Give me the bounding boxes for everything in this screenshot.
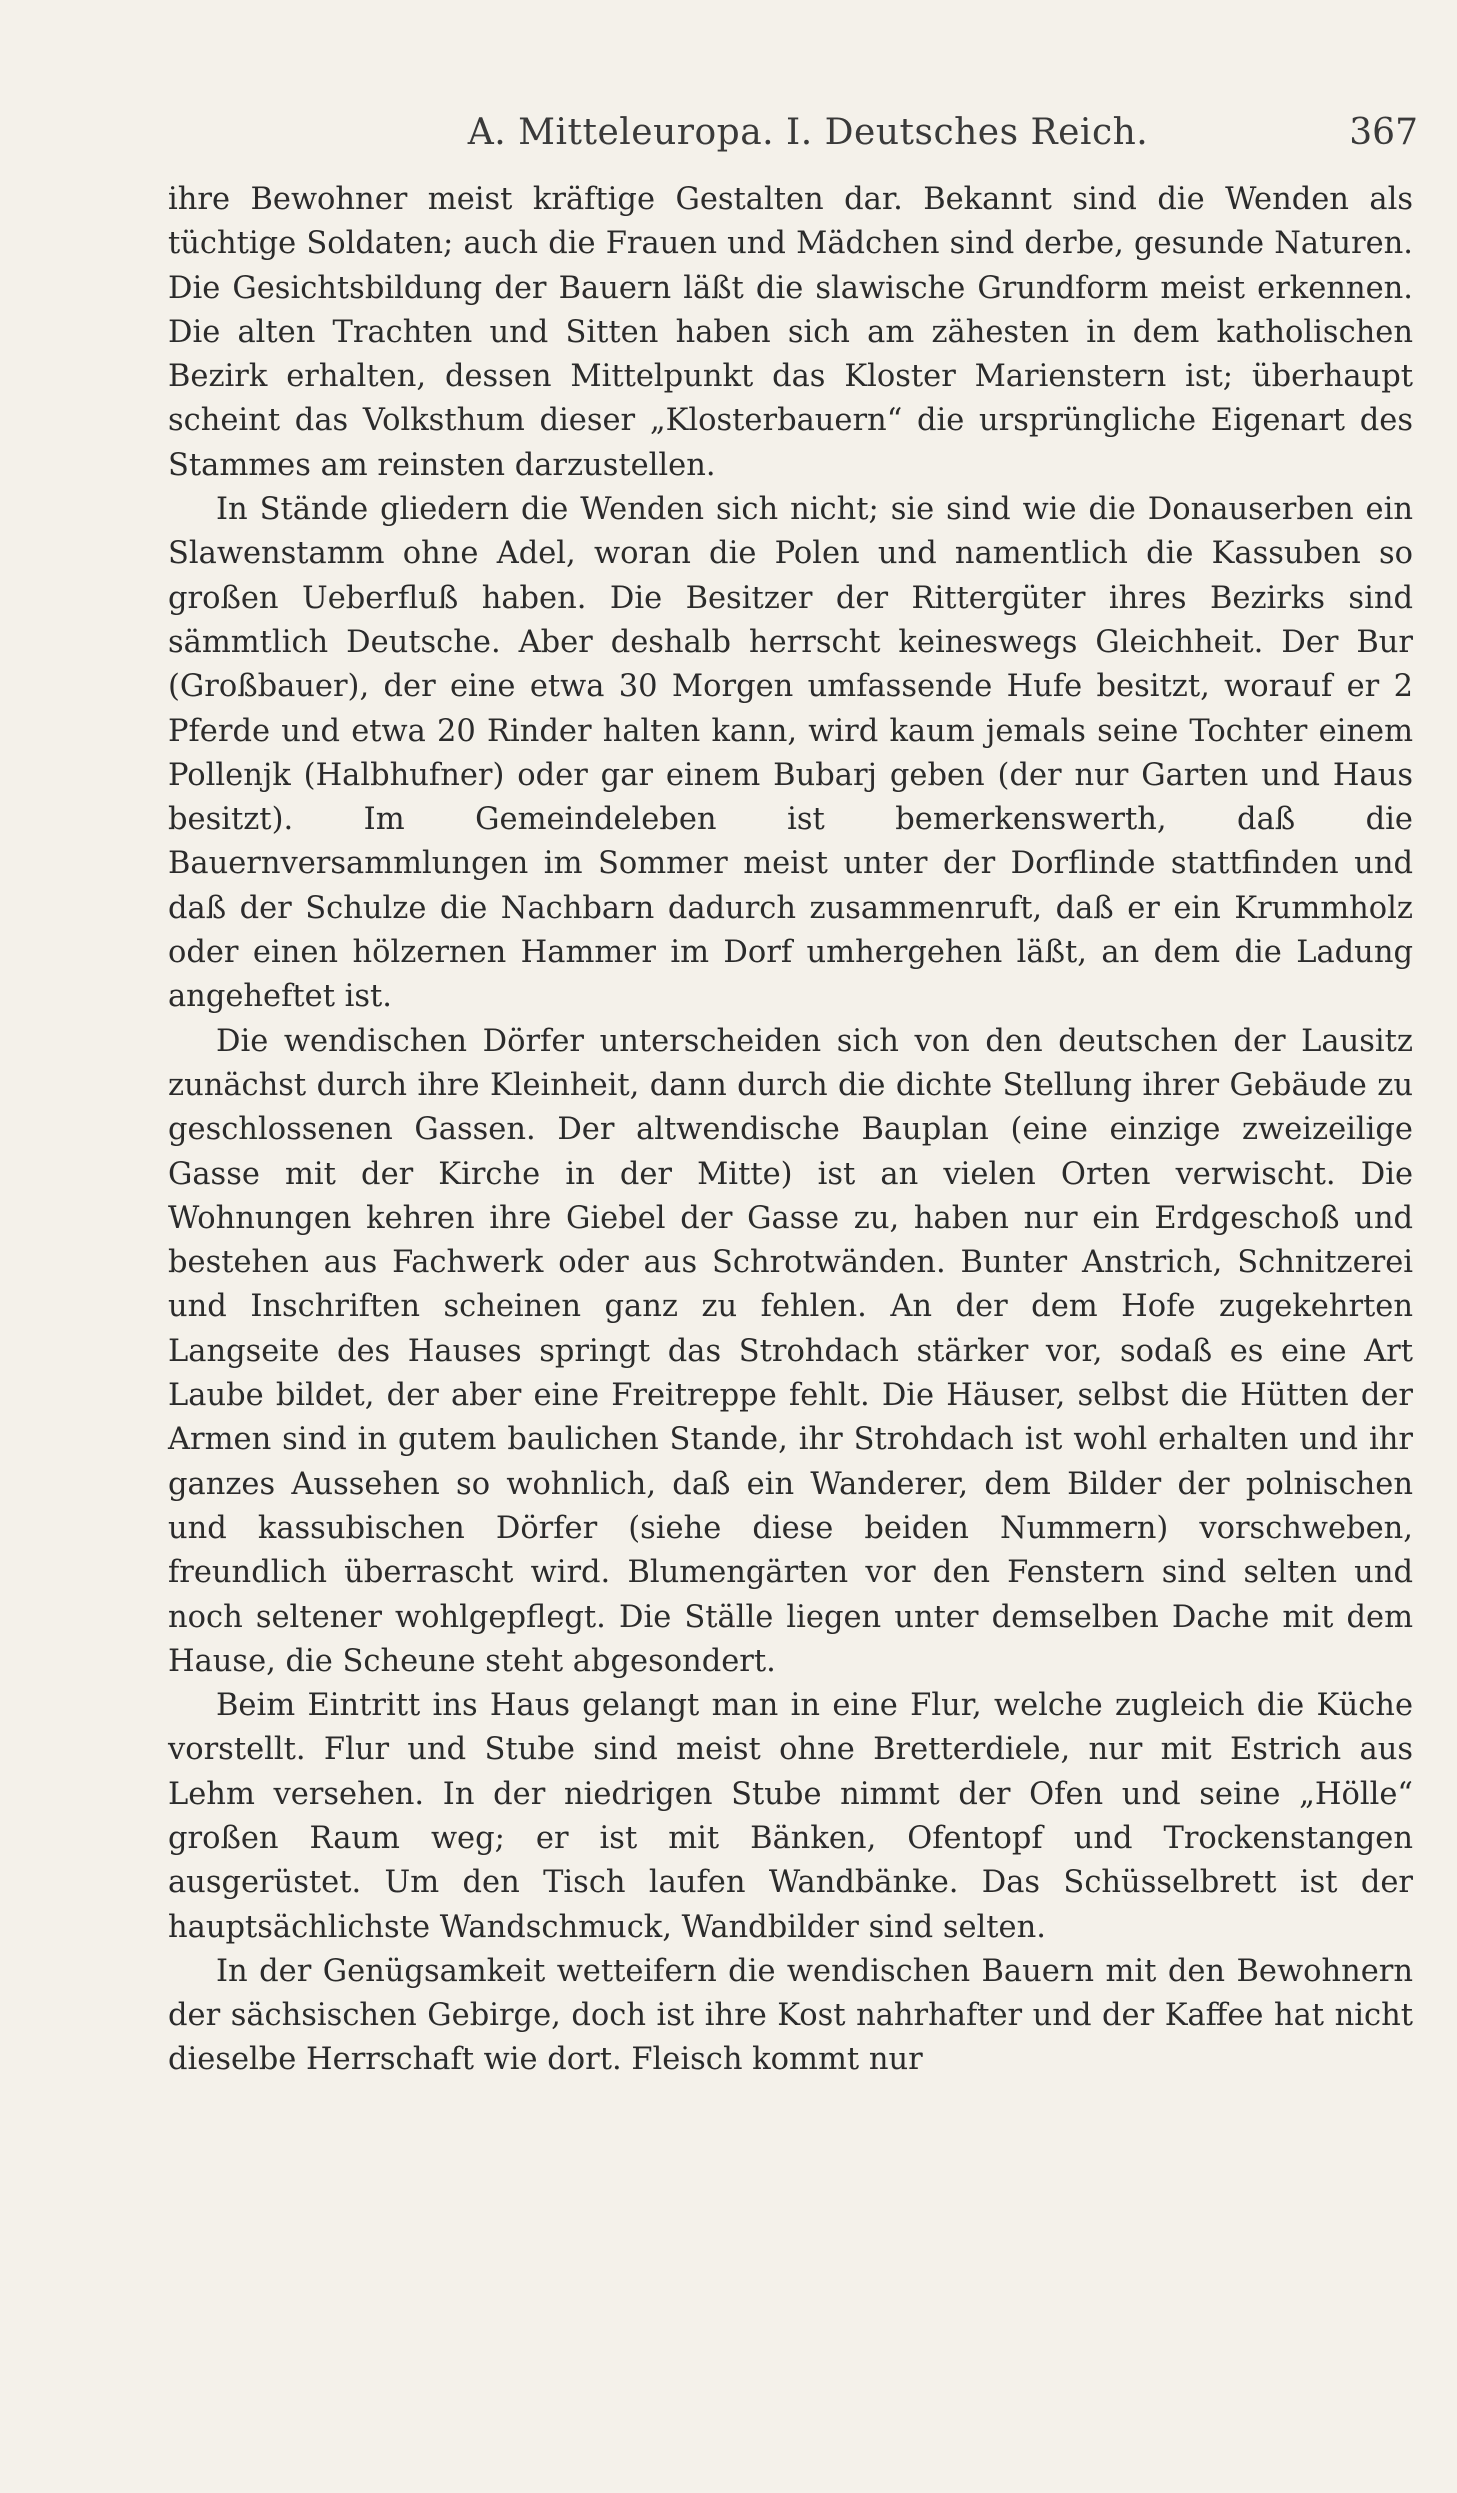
running-title: A. Mitteleuropa. I. Deutsches Reich.	[467, 112, 1149, 153]
body-text	[168, 178, 1413, 2083]
paragraph: In der Genügsamkeit wetteifern die wendischen Bauern mit den Bewohnern der sächsischen Gebirge, doch ist ihre Kost nahrhafter und der Kaffee hat nicht dieselbe Herrschaft wie dort. Fleisch kommt nur	[168, 1953, 1413, 2078]
paragraph: Die wendischen Dörfer unterscheiden sich von den deutschen der Lausitz zunächst durch ihre Kleinheit, dann durch die dichte Stellung ihrer Gebäude zu geschlossenen Gassen. Der altwendische Bauplan (eine einzige zweizeilige Gasse mit der Kirche in der Mitte) ist an vielen Orten verwischt. Die Wohnungen kehren ihre Giebel der Gasse zu, haben nur ein Erdgeschoß und bestehen aus Fachwerk oder aus Schrotwänden. Bunter Anstrich, Schnitzerei und Inschriften scheinen ganz zu fehlen. An der dem Hofe zugekehrten Langseite des Hauses springt das Strohdach stärker vor, sodaß es eine Art Laube bildet, der aber eine Freitreppe fehlt. Die Häuser, selbst die Hütten der Armen sind in gutem baulichen Stande, ihr Strohdach ist wohl erhalten und ihr ganzes Aussehen so wohnlich, daß ein Wanderer, dem Bilder der polnischen und kassubischen Dörfer (siehe diese beiden Nummern) vorschweben, freundlich überrascht wird. Blumengärten vor den Fenstern sind selten und noch seltener wohlgepflegt. Die Ställe liegen unter demselben Dache mit dem Hause, die Scheune steht abgesondert.	[168, 1023, 1413, 1679]
page-header	[168, 112, 1418, 162]
paragraph: In Stände gliedern die Wenden sich nicht; sie sind wie die Donauserben ein Slawenstamm ohne Adel, woran die Polen und namentlich die Kassuben so großen Ueberfluß haben. Die Besitzer der Rittergüter ihres Bezirks sind sämmtlich Deutsche. Aber deshalb herrscht keineswegs Gleichheit. Der Bur (Großbauer), der eine etwa 30 Morgen umfassende Hufe besitzt, worauf er 2 Pferde und etwa 20 Rinder halten kann, wird kaum jemals seine Tochter einem Pollenjk (Halbhufner) oder gar einem Bubarj geben (der nur Garten und Haus besitzt). Im Gemeindeleben ist bemerkenswerth, daß die Bauernversammlungen im Sommer meist unter der Dorflinde stattfinden und daß der Schulze die Nachbarn dadurch zusammenruft, daß er ein Krummholz oder einen hölzernen Hammer im Dorf umhergehen läßt, an dem die Ladung angeheftet ist.	[168, 492, 1413, 1015]
paragraph: Beim Eintritt ins Haus gelangt man in eine Flur, welche zugleich die Küche vorstellt. Flur und Stube sind meist ohne Bretterdiele, nur mit Estrich aus Lehm versehen. In der niedrigen Stube nimmt der Ofen und seine „Hölle“ großen Raum weg; er ist mit Bänken, Ofentopf und Trockenstangen ausgerüstet. Um den Tisch laufen Wandbänke. Das Schüsselbrett ist der hauptsächlichste Wandschmuck, Wandbilder sind selten.	[168, 1688, 1413, 1945]
paragraph: ihre Bewohner meist kräftige Gestalten dar. Bekannt sind die Wenden als tüchtige Soldaten; auch die Frauen und Mädchen sind derbe, gesunde Naturen. Die Gesichtsbildung der Bauern läßt die slawische Grundform meist erkennen. Die alten Trachten und Sitten haben sich am zähesten in dem katholischen Bezirk erhalten, dessen Mittelpunkt das Kloster Marienstern ist; überhaupt scheint das Volksthum dieser „Klosterbauern“ die ursprüngliche Eigenart des Stammes am reinsten darzustellen.	[168, 182, 1413, 483]
page-number: 367	[1349, 112, 1418, 153]
